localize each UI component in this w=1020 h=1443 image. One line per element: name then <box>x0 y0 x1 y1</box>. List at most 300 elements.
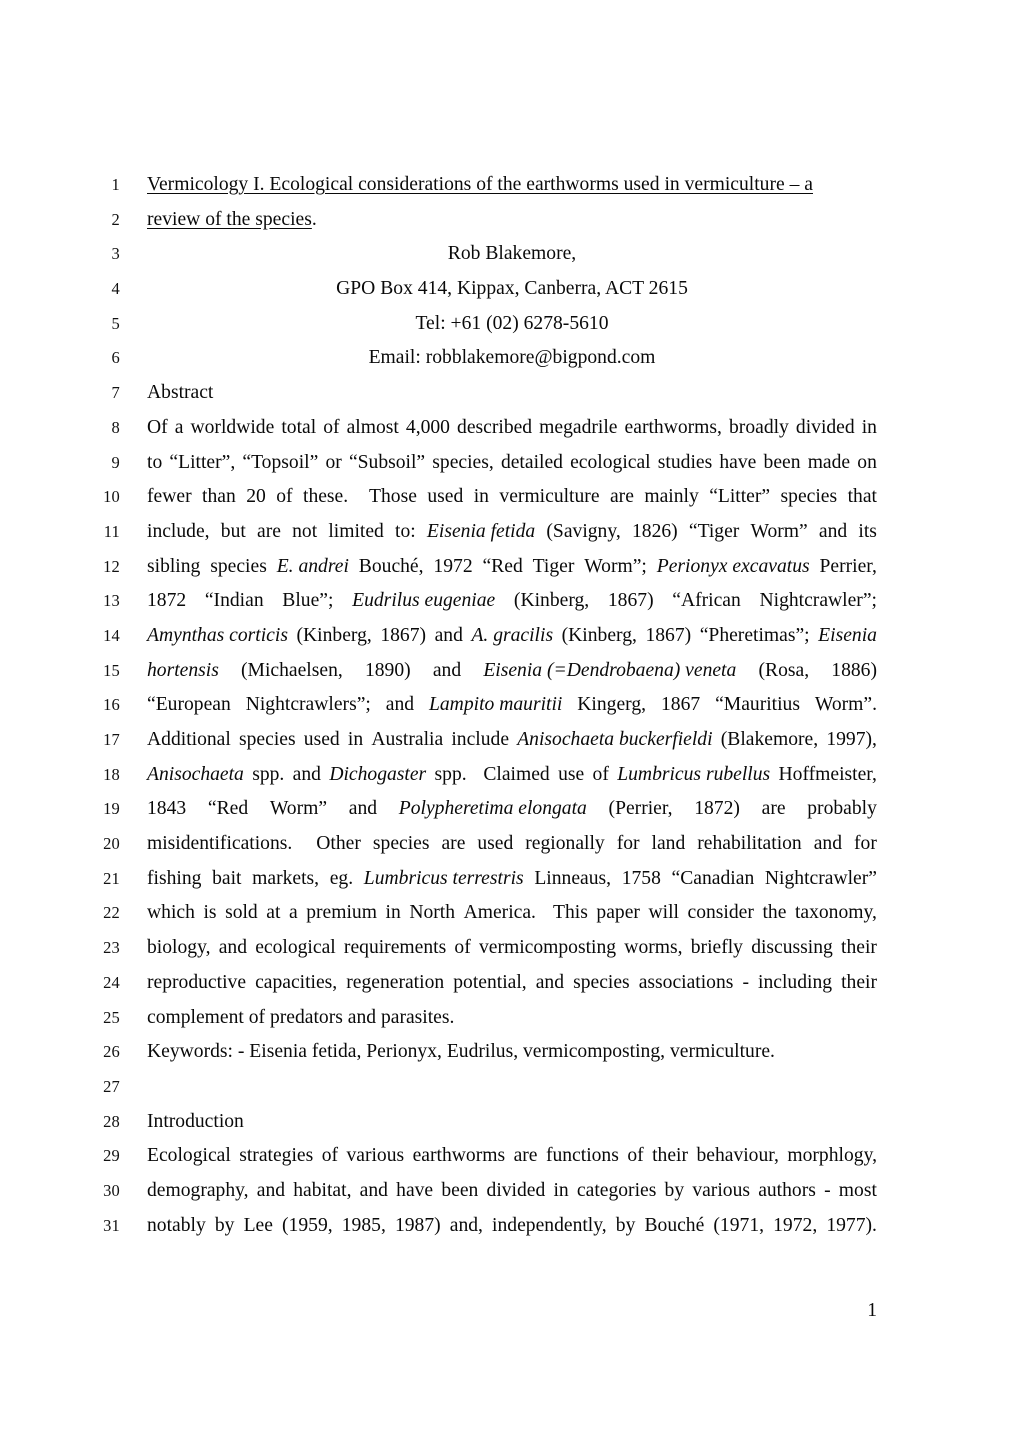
document-line <box>0 966 1020 1001</box>
word: Additional <box>147 729 231 750</box>
species-name-italic: A. gracilis <box>471 624 554 646</box>
document-body <box>0 168 1020 1243</box>
title-line-2 <box>147 203 877 238</box>
word: and <box>256 1179 286 1201</box>
word: fishing <box>147 867 202 889</box>
title-period: . <box>311 208 317 230</box>
word: have <box>396 1179 434 1201</box>
word: of <box>276 486 293 508</box>
word: probably <box>807 798 877 820</box>
author-address: GPO Box 414, Kippax, Canberra, ACT 2615 <box>336 278 688 300</box>
word: and <box>359 1179 388 1201</box>
word: are <box>513 1145 538 1167</box>
author-email: Email: robblakemore@bigpond.com <box>368 347 656 369</box>
word: (1959, <box>282 1214 333 1236</box>
word: Bouché <box>644 1214 705 1236</box>
document-line <box>0 376 1020 411</box>
abstract-text-line <box>147 758 877 793</box>
line-number: 29 <box>103 1146 120 1166</box>
word: of <box>323 416 340 438</box>
word: Other <box>316 833 361 855</box>
line-number: 14 <box>103 625 120 645</box>
word: and <box>292 763 321 785</box>
abstract-text-line <box>147 550 877 585</box>
word: mainly <box>644 486 699 508</box>
word: 1890) <box>364 659 411 681</box>
word: (1971, <box>713 1214 765 1236</box>
word: land <box>651 833 686 855</box>
word: America. <box>463 902 536 924</box>
word: is <box>203 902 217 924</box>
document-line <box>0 723 1020 758</box>
document-line <box>0 931 1020 966</box>
word: sold <box>225 902 258 924</box>
line-number: 19 <box>103 799 120 819</box>
document-line <box>0 1001 1020 1036</box>
word: (Blakemore, <box>720 729 819 750</box>
line-number: 30 <box>103 1180 120 1200</box>
line-number: 21 <box>103 868 120 888</box>
abstract-text-line <box>147 966 877 1001</box>
abstract-text-line <box>147 723 877 758</box>
word: divided <box>486 1179 546 1201</box>
word: “Mauritius <box>715 694 800 716</box>
word: habitat, <box>293 1179 352 1201</box>
document-line <box>0 1139 1020 1174</box>
word: total <box>281 416 317 438</box>
word: include <box>451 729 510 750</box>
word: Worm”. <box>814 694 877 716</box>
line-number: 11 <box>103 521 120 541</box>
word: independently, <box>492 1214 607 1236</box>
document-line <box>0 480 1020 515</box>
word: Of <box>147 416 168 438</box>
word: by <box>214 1214 235 1236</box>
word: 1977). <box>826 1214 877 1236</box>
word: “Subsoil” <box>348 451 426 473</box>
word: (Kinberg, <box>561 624 637 646</box>
species-name-italic: Lumbricus terrestris <box>363 867 524 889</box>
word: are <box>609 486 634 508</box>
word: “Red <box>207 798 249 820</box>
word: made <box>807 451 851 473</box>
word: regeneration <box>346 971 445 993</box>
word: “African <box>672 590 741 612</box>
word: are <box>761 798 786 820</box>
word: to <box>147 451 163 473</box>
word: earthworms, <box>624 416 722 438</box>
word: and <box>385 694 415 716</box>
word: and <box>432 659 462 681</box>
word: 1867 <box>660 694 701 716</box>
species-name-italic: Eisenia (=Dendrobaena) veneta <box>483 659 737 681</box>
document-line <box>0 411 1020 446</box>
document-line <box>0 758 1020 793</box>
word: detailed <box>500 451 563 473</box>
word: in <box>861 416 877 438</box>
word: 1886) <box>831 659 877 681</box>
word: Hoffmeister, <box>778 763 877 785</box>
word: species, <box>432 451 494 473</box>
document-line <box>0 792 1020 827</box>
document-line <box>0 307 1020 342</box>
word: markets, <box>252 867 320 889</box>
word: a <box>288 902 298 924</box>
word: requirements <box>343 937 447 959</box>
word: North <box>409 902 456 924</box>
word: megadrile <box>539 416 618 438</box>
word: 20 <box>246 486 266 508</box>
word: biology, <box>147 937 211 959</box>
word: demography, <box>147 1179 249 1201</box>
word: discussing <box>751 937 833 959</box>
word: of <box>592 763 609 785</box>
word: 1867) <box>607 590 654 612</box>
line-number: 6 <box>111 348 120 368</box>
abstract-text-line <box>147 931 877 966</box>
word: for <box>854 833 877 855</box>
word: sibling <box>147 555 201 577</box>
word: consider <box>687 902 754 924</box>
word: the <box>762 902 787 924</box>
word: categories <box>576 1179 657 1201</box>
line-number: 31 <box>103 1215 120 1235</box>
word: than <box>202 486 236 508</box>
species-name-italic: Lumbricus rubellus <box>617 763 771 785</box>
word: are <box>441 833 466 855</box>
word: Kingerg, <box>577 694 647 716</box>
word: used <box>303 729 340 750</box>
line-number: 13 <box>103 591 120 611</box>
abstract-text-line <box>147 584 877 619</box>
document-line <box>0 1209 1020 1244</box>
word: and <box>218 937 247 959</box>
word: 1872 <box>147 590 187 612</box>
word: various <box>692 1179 750 1201</box>
line-number: 22 <box>103 903 120 923</box>
word: “Pheretimas”; <box>699 624 810 646</box>
line-number: 26 <box>103 1042 120 1062</box>
word: of <box>454 937 471 959</box>
word: been <box>763 451 801 473</box>
word: premium <box>306 902 377 924</box>
word: “Topsoil” <box>242 451 319 473</box>
word: “Red <box>482 555 523 577</box>
word: at <box>266 902 281 924</box>
word: functions <box>545 1145 619 1167</box>
page-number-footer: 1 <box>867 1300 877 1321</box>
word: use <box>558 763 585 785</box>
word: paper <box>596 902 640 924</box>
word: bait <box>212 867 242 889</box>
word: behaviour, <box>696 1145 779 1167</box>
word: their <box>652 1145 688 1167</box>
word: Linneaus, <box>534 867 612 889</box>
word: species <box>239 729 296 750</box>
word: divided <box>795 416 855 438</box>
abstract-text-line <box>147 619 877 654</box>
word: “Canadian <box>671 867 755 889</box>
document-line <box>0 1070 1020 1105</box>
word: species <box>573 971 630 993</box>
word: used <box>427 486 464 508</box>
word: or <box>325 451 342 473</box>
word: (Savigny, <box>546 520 621 542</box>
word: described <box>457 416 533 438</box>
word: (Perrier, <box>608 798 673 820</box>
word: limited <box>328 520 384 542</box>
species-name-italic: Lampito mauritii <box>428 694 563 716</box>
line-number: 2 <box>111 209 120 229</box>
document-line <box>0 1105 1020 1140</box>
introduction-text-line <box>147 1139 877 1174</box>
title-text-part-1: Vermicology I. Ecological considerations of the earthworms used in vermiculture – a <box>147 174 813 195</box>
word: notably <box>147 1214 206 1236</box>
word: Tiger <box>532 555 575 577</box>
word: 1872) <box>694 798 740 820</box>
word: associations <box>638 971 734 993</box>
word: Worm” <box>750 520 808 542</box>
word: spp. <box>434 763 467 785</box>
word: and <box>434 624 463 646</box>
document-line <box>0 862 1020 897</box>
species-name-italic: Eisenia fetida <box>426 520 536 542</box>
species-name-italic: Dichogaster <box>329 763 427 785</box>
word: by <box>664 1179 685 1201</box>
word: rehabilitation <box>697 833 802 855</box>
word: these. <box>303 486 349 508</box>
document-line <box>0 341 1020 376</box>
line-number: 28 <box>103 1111 120 1131</box>
word: 1972 <box>433 555 473 577</box>
species-name-italic: E. andrei <box>276 555 349 577</box>
word: misidentifications. <box>147 833 293 855</box>
word: species <box>780 486 838 508</box>
line-number: 3 <box>111 244 120 264</box>
word: vermiculture <box>499 486 600 508</box>
word: “Indian <box>204 590 264 612</box>
word: vermicomposting <box>478 937 617 959</box>
title-text-part-2: review of the species <box>147 208 312 230</box>
line-number: 20 <box>103 834 120 854</box>
line-number: 15 <box>103 660 120 680</box>
word: and <box>818 520 848 542</box>
word: ecological <box>570 451 651 473</box>
word: Claimed <box>483 763 550 785</box>
line-number: 17 <box>103 730 120 749</box>
document-line <box>0 515 1020 550</box>
introduction-text-line <box>147 1209 877 1244</box>
word: morphlogy, <box>787 1145 877 1167</box>
word: 1972, <box>773 1214 818 1236</box>
document-line <box>0 550 1020 585</box>
word: and <box>348 798 378 820</box>
species-name-italic: Anisochaeta <box>147 763 244 785</box>
abstract-heading: Abstract <box>147 382 214 404</box>
word: in <box>385 902 401 924</box>
word: on <box>857 451 877 473</box>
word: This <box>553 902 588 924</box>
document-line <box>0 584 1020 619</box>
species-name-italic: Perionyx excavatus <box>656 555 810 577</box>
word: their <box>841 937 877 959</box>
word: “Tiger <box>688 520 740 542</box>
word: which <box>147 902 195 924</box>
word: studies <box>657 451 713 473</box>
word: a <box>174 416 184 438</box>
line-number: 7 <box>111 383 120 403</box>
word: Nightcrawlers”; <box>245 694 371 716</box>
word: including <box>758 971 833 993</box>
word: Ecological <box>147 1145 231 1167</box>
word: briefly <box>690 937 743 959</box>
line-number: 24 <box>103 972 120 992</box>
document-line <box>0 203 1020 238</box>
abstract-text-line: complement of predators and parasites. <box>147 1006 455 1028</box>
abstract-text-line <box>147 792 877 827</box>
abstract-text-line <box>147 411 877 446</box>
word: (Kinberg, <box>296 624 372 646</box>
word: their <box>841 971 877 993</box>
word: 1867) <box>380 624 427 646</box>
word: ecological <box>255 937 336 959</box>
species-name-italic: hortensis <box>147 659 219 681</box>
word: in <box>347 729 364 750</box>
word: Those <box>369 486 417 508</box>
word: are <box>257 520 281 542</box>
abstract-text-line <box>147 688 877 723</box>
word: Nightcrawler”; <box>759 590 877 612</box>
title-line-1 <box>147 168 877 203</box>
keywords-line: Keywords: - Eisenia fetida, Perionyx, Eudrilus, vermicomposting, vermiculture. <box>147 1041 775 1063</box>
line-number: 10 <box>103 487 120 507</box>
document-line <box>0 1174 1020 1209</box>
word: “Litter” <box>709 486 771 508</box>
word: have <box>719 451 757 473</box>
word: - <box>824 1179 831 1201</box>
word: and, <box>449 1214 483 1236</box>
word: Australia <box>371 729 444 750</box>
species-name-italic: Eudrilus eugeniae <box>352 590 496 612</box>
abstract-text-line <box>147 480 877 515</box>
document-line <box>0 237 1020 272</box>
word: 1997), <box>826 729 877 750</box>
word: but <box>220 520 246 542</box>
abstract-text-line <box>147 827 877 862</box>
word: - <box>742 971 749 993</box>
word: will <box>648 902 679 924</box>
word: Worm” <box>269 798 328 820</box>
document-line <box>0 446 1020 481</box>
word: Bouché, <box>358 555 424 577</box>
word: Lee <box>243 1214 273 1236</box>
word: 1826) <box>631 520 678 542</box>
word: not <box>292 520 318 542</box>
document-line <box>0 168 1020 203</box>
line-number: 1 <box>111 175 120 194</box>
word: (Michaelsen, <box>241 659 343 681</box>
species-name-italic: Polypheretima elongata <box>398 798 587 820</box>
word: reproductive <box>147 971 247 993</box>
word: almost <box>346 416 399 438</box>
word: 1758 <box>621 867 661 889</box>
word: used <box>477 833 514 855</box>
document-line <box>0 654 1020 689</box>
word: various <box>346 1145 405 1167</box>
author-telephone: Tel: +61 (02) 6278-5610 <box>415 312 609 334</box>
document-line <box>0 1035 1020 1070</box>
word: taxonomy, <box>794 902 877 924</box>
word: 1985, <box>341 1214 386 1236</box>
word: Perrier, <box>819 555 877 577</box>
line-number: 18 <box>103 764 120 784</box>
word: (Rosa, <box>758 659 810 681</box>
word: potential, <box>453 971 527 993</box>
abstract-text-line <box>147 446 877 481</box>
abstract-text-line <box>147 896 877 931</box>
word: “European <box>147 694 231 716</box>
word: regionally <box>525 833 605 855</box>
document-line <box>0 688 1020 723</box>
document-line <box>0 827 1020 862</box>
word: “Litter”, <box>169 451 236 473</box>
species-name-italic: Amynthas corticis <box>147 624 288 646</box>
word: most <box>838 1179 877 1201</box>
word: of <box>321 1145 339 1167</box>
word: to: <box>395 520 416 542</box>
document-line <box>0 272 1020 307</box>
line-number: 12 <box>103 556 120 576</box>
word: include, <box>147 520 210 542</box>
word: Blue”; <box>282 590 334 612</box>
word: 1987) <box>394 1214 441 1236</box>
species-name-italic: Anisochaeta buckerfieldi <box>517 729 713 750</box>
word: in <box>473 486 489 508</box>
word: strategies <box>239 1145 314 1167</box>
word: worldwide <box>190 416 275 438</box>
word: by <box>615 1214 636 1236</box>
word: species <box>210 555 267 577</box>
word: 4,000 <box>405 416 450 438</box>
line-number: 9 <box>111 452 120 472</box>
word: species <box>372 833 430 855</box>
document-line <box>0 896 1020 931</box>
line-number: 27 <box>103 1076 120 1096</box>
word: broadly <box>729 416 789 438</box>
word: and <box>535 971 565 993</box>
word: spp. <box>252 763 285 785</box>
word: been <box>441 1179 479 1201</box>
word: worms, <box>624 937 683 959</box>
line-number: 16 <box>103 695 120 715</box>
word: Worm”; <box>584 555 647 577</box>
line-number: 23 <box>103 938 120 958</box>
species-name-italic: Eisenia <box>818 624 877 646</box>
introduction-heading: Introduction <box>147 1110 244 1132</box>
word: 1843 <box>147 798 187 820</box>
word: in <box>553 1179 569 1201</box>
line-number: 25 <box>103 1007 120 1027</box>
word: (Kinberg, <box>513 590 590 612</box>
word: and <box>813 833 843 855</box>
line-number: 5 <box>111 313 120 333</box>
word: for <box>616 833 640 855</box>
abstract-text-line <box>147 515 877 550</box>
abstract-text-line <box>147 862 877 897</box>
word: its <box>858 520 877 542</box>
word: fewer <box>147 486 192 508</box>
word: eg. <box>329 867 354 889</box>
